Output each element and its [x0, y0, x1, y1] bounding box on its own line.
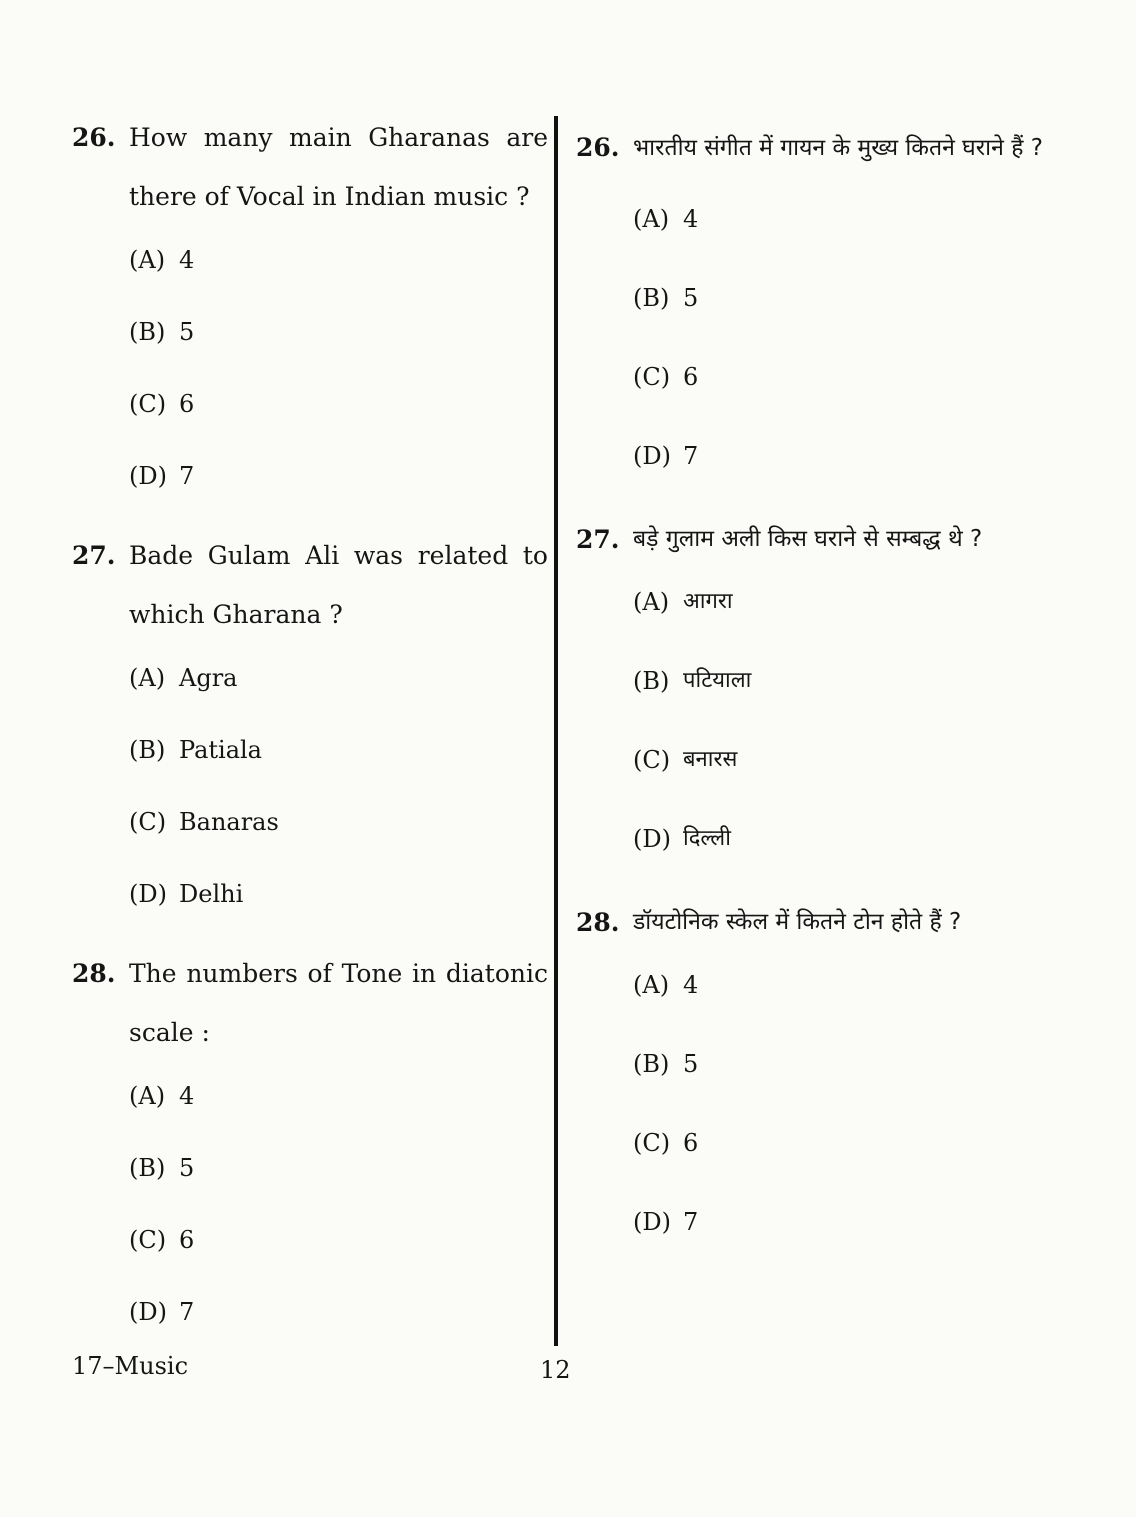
option-value: 7 [683, 442, 699, 470]
question-text: बड़े गुलाम अली किस घराने से सम्बद्ध थे ? [633, 526, 983, 552]
option-label: (D) [633, 825, 671, 853]
option-b [72, 310, 548, 382]
question-text: The numbers of Tone in diatonic scale : [129, 959, 548, 1047]
option-value: Agra [179, 664, 238, 692]
option-value: 4 [179, 1082, 195, 1110]
question-number: 27. [576, 525, 620, 554]
option-value: 4 [683, 971, 699, 999]
option-value: 7 [683, 1208, 699, 1236]
option-d [576, 814, 1052, 893]
option-label: (B) [633, 1050, 670, 1078]
option-c [72, 1218, 548, 1290]
option-label: (A) [633, 971, 670, 999]
option-d [72, 872, 548, 944]
question-26-en [72, 108, 548, 526]
column-divider [554, 116, 558, 1346]
option-label: (A) [129, 246, 166, 274]
option-value: Banaras [179, 808, 279, 836]
option-c [576, 352, 1052, 431]
option-value: 6 [179, 1226, 195, 1254]
english-column [72, 108, 548, 1362]
option-a [576, 194, 1052, 273]
option-label: (D) [129, 462, 167, 490]
question-27-en [72, 526, 548, 944]
option-c [576, 735, 1052, 814]
option-label: (C) [129, 808, 167, 836]
option-value: 6 [683, 363, 699, 391]
question-number: 26. [576, 133, 620, 162]
option-value: 4 [179, 246, 195, 274]
option-value: पटियाला [683, 668, 752, 693]
option-c [576, 1118, 1052, 1197]
option-a [576, 960, 1052, 1039]
option-label: (A) [633, 588, 670, 616]
option-value: बनारस [683, 747, 738, 772]
option-label: (A) [633, 205, 670, 233]
option-a [72, 656, 548, 728]
option-value: दिल्ली [683, 826, 731, 851]
option-value: 5 [683, 1050, 699, 1078]
question-text: Bade Gulam Ali was related to which Gharana ? [129, 541, 548, 629]
option-c [72, 800, 548, 872]
option-b [576, 1039, 1052, 1118]
hindi-column [576, 116, 1052, 1276]
option-label: (D) [129, 880, 167, 908]
page-number: 12 [540, 1356, 571, 1384]
option-d [72, 454, 548, 526]
option-b [576, 273, 1052, 352]
option-label: (D) [129, 1298, 167, 1326]
option-label: (B) [129, 318, 166, 346]
option-d [576, 1197, 1052, 1276]
option-label: (C) [129, 1226, 167, 1254]
option-value: Delhi [179, 880, 244, 908]
question-26-hi [576, 116, 1052, 510]
option-value: Patiala [179, 736, 262, 764]
option-b [576, 656, 1052, 735]
option-value: 5 [179, 1154, 195, 1182]
question-number: 28. [72, 959, 116, 988]
option-c [72, 382, 548, 454]
question-number: 26. [72, 123, 116, 152]
option-value: 4 [683, 205, 699, 233]
option-b [72, 1146, 548, 1218]
option-a [576, 577, 1052, 656]
option-label: (B) [633, 667, 670, 695]
option-value: 6 [683, 1129, 699, 1157]
question-number: 27. [72, 541, 116, 570]
question-28-hi [576, 893, 1052, 1276]
question-text: How many main Gharanas are there of Vocal in Indian music ? [129, 123, 548, 211]
option-label: (B) [129, 736, 166, 764]
paper-code: 17–Music [72, 1352, 189, 1380]
option-label: (C) [129, 390, 167, 418]
option-value: 5 [179, 318, 195, 346]
option-value: 5 [683, 284, 699, 312]
question-number: 28. [576, 908, 620, 937]
option-a [72, 238, 548, 310]
option-d [576, 431, 1052, 510]
option-label: (C) [633, 746, 671, 774]
question-28-en [72, 944, 548, 1362]
option-b [72, 728, 548, 800]
option-label: (B) [129, 1154, 166, 1182]
option-label: (A) [129, 664, 166, 692]
option-value: 7 [179, 462, 195, 490]
option-label: (B) [633, 284, 670, 312]
question-text: डॉयटोनिक स्केल में कितने टोन होते हैं ? [633, 909, 962, 935]
question-27-hi [576, 510, 1052, 893]
option-label: (A) [129, 1082, 166, 1110]
option-label: (C) [633, 363, 671, 391]
option-label: (D) [633, 442, 671, 470]
option-label: (D) [633, 1208, 671, 1236]
option-value: 7 [179, 1298, 195, 1326]
question-text: भारतीय संगीत में गायन के मुख्य कितने घराने हैं ? [633, 135, 1043, 161]
option-value: 6 [179, 390, 195, 418]
option-a [72, 1074, 548, 1146]
option-value: आगरा [683, 589, 733, 614]
option-label: (C) [633, 1129, 671, 1157]
